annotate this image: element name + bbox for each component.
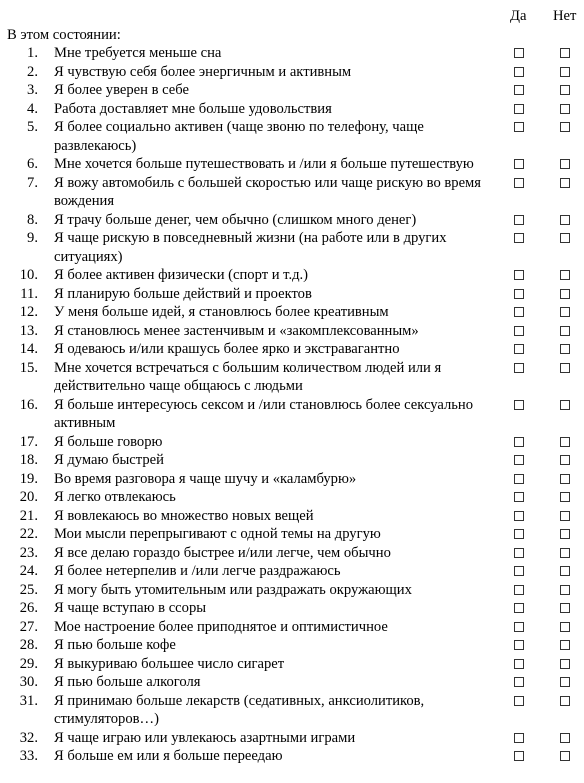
yes-checkbox[interactable] xyxy=(514,696,524,706)
no-checkbox[interactable] xyxy=(560,492,570,502)
item-number: 4. xyxy=(27,100,38,117)
questionnaire-row xyxy=(0,525,584,544)
no-checkbox[interactable] xyxy=(560,437,570,447)
item-text: Я более нетерпелив и /или легче раздражаюсь xyxy=(54,563,341,579)
no-checkbox[interactable] xyxy=(560,307,570,317)
no-checkbox[interactable] xyxy=(560,233,570,243)
questionnaire-row xyxy=(0,266,584,285)
item-number: 20. xyxy=(19,489,38,505)
item-number: 15. xyxy=(19,359,38,376)
yes-checkbox[interactable] xyxy=(514,289,524,299)
item-text: Я все делаю гораздо быстрее и/или легче, чем обычно xyxy=(54,544,391,561)
questionnaire-row xyxy=(0,747,584,766)
item-text: Я выкуриваю большее число сигарет xyxy=(54,655,285,672)
item-text: Я чаще рискую в повседневный жизни (на работе или в других ситуациях) xyxy=(54,230,447,265)
no-checkbox[interactable] xyxy=(560,659,570,669)
yes-checkbox[interactable] xyxy=(514,511,524,521)
questionnaire-row xyxy=(0,285,584,304)
yes-checkbox[interactable] xyxy=(514,85,524,95)
no-checkbox[interactable] xyxy=(560,270,570,280)
questionnaire-row xyxy=(0,303,584,322)
yes-checkbox[interactable] xyxy=(514,159,524,169)
item-text: Я более уверен в себе xyxy=(54,82,189,98)
yes-checkbox[interactable] xyxy=(514,437,524,447)
item-number: 13. xyxy=(19,322,38,339)
item-number: 27. xyxy=(19,618,38,635)
yes-checkbox[interactable] xyxy=(514,677,524,687)
item-text: Я больше говорю xyxy=(54,433,163,450)
item-text: Я чувствую себя более энергичным и активным xyxy=(54,63,352,80)
item-number: 19. xyxy=(19,470,38,487)
item-text: Мое настроение более приподнятое и оптимистичное xyxy=(54,618,388,635)
questionnaire-list xyxy=(0,44,584,766)
questionnaire-row xyxy=(0,470,584,489)
item-number: 7. xyxy=(27,174,38,191)
no-checkbox[interactable] xyxy=(560,733,570,743)
questionnaire-row xyxy=(0,636,584,655)
item-text: Я больше ем или я больше переедаю xyxy=(54,748,283,764)
no-checkbox[interactable] xyxy=(560,529,570,539)
yes-checkbox[interactable] xyxy=(514,104,524,114)
item-number: 6. xyxy=(27,156,38,172)
item-text: Я трачу больше денег, чем обычно (слишком много денег) xyxy=(54,211,417,228)
no-checkbox[interactable] xyxy=(560,603,570,613)
item-number: 26. xyxy=(19,600,38,616)
yes-checkbox[interactable] xyxy=(514,622,524,632)
no-checkbox[interactable] xyxy=(560,289,570,299)
yes-checkbox[interactable] xyxy=(514,400,524,410)
questionnaire-row xyxy=(0,433,584,452)
item-text: Во время разговора я чаще шучу и «каламбурю» xyxy=(54,470,357,487)
yes-checkbox[interactable] xyxy=(514,122,524,132)
no-checkbox[interactable] xyxy=(560,622,570,632)
item-number: 14. xyxy=(19,341,38,357)
item-number: 29. xyxy=(19,655,38,672)
questionnaire-row xyxy=(0,229,584,266)
no-checkbox[interactable] xyxy=(560,67,570,77)
item-number: 3. xyxy=(27,82,38,98)
yes-checkbox[interactable] xyxy=(514,751,524,761)
yes-checkbox[interactable] xyxy=(514,566,524,576)
item-text: Я вожу автомобиль с большей скоростью или чаще рискую во время вождения xyxy=(54,174,482,209)
no-checkbox[interactable] xyxy=(560,511,570,521)
questionnaire-row xyxy=(0,562,584,581)
questionnaire-row xyxy=(0,174,584,211)
questionnaire-row xyxy=(0,211,584,230)
no-checkbox[interactable] xyxy=(560,363,570,373)
yes-checkbox[interactable] xyxy=(514,344,524,354)
item-text: Я думаю быстрей xyxy=(54,452,164,468)
item-number: 23. xyxy=(19,544,38,561)
questionnaire-row xyxy=(0,507,584,526)
yes-checkbox[interactable] xyxy=(514,455,524,465)
questionnaire-row xyxy=(0,359,584,396)
questionnaire-row xyxy=(0,729,584,748)
questionnaire-row xyxy=(0,544,584,563)
item-number: 30. xyxy=(19,674,38,690)
yes-checkbox[interactable] xyxy=(514,326,524,336)
questionnaire-row xyxy=(0,618,584,637)
no-checkbox[interactable] xyxy=(560,474,570,484)
no-checkbox[interactable] xyxy=(560,122,570,132)
item-number: 17. xyxy=(19,433,38,450)
yes-checkbox[interactable] xyxy=(514,603,524,613)
questionnaire-row xyxy=(0,488,584,507)
questionnaire-row xyxy=(0,81,584,100)
yes-checkbox[interactable] xyxy=(514,492,524,502)
questionnaire-row xyxy=(0,63,584,82)
questionnaire-row xyxy=(0,44,584,63)
questionnaire-row xyxy=(0,155,584,174)
yes-checkbox[interactable] xyxy=(514,233,524,243)
item-number: 32. xyxy=(19,729,38,746)
item-text: Я больше интересуюсь сексом и /или становлюсь более сексуально активным xyxy=(54,396,473,431)
item-text: Мне хочется больше путешествовать и /или я больше путешествую xyxy=(54,156,474,172)
questionnaire-row xyxy=(0,118,584,155)
item-number: 10. xyxy=(19,267,38,283)
yes-checkbox[interactable] xyxy=(514,270,524,280)
yes-checkbox[interactable] xyxy=(514,585,524,595)
item-text: Я более активен физически (спорт и т.д.) xyxy=(54,267,309,283)
item-number: 5. xyxy=(27,119,38,135)
item-number: 9. xyxy=(27,230,38,246)
questionnaire-row xyxy=(0,581,584,600)
yes-checkbox[interactable] xyxy=(514,67,524,77)
item-text: Я вовлекаюсь во множество новых вещей xyxy=(54,507,314,524)
header-yes-label: Да xyxy=(510,8,527,24)
item-number: 1. xyxy=(27,45,38,61)
item-text: Я становлюсь менее застенчивым и «закомплексованным» xyxy=(54,322,419,339)
yes-checkbox[interactable] xyxy=(514,307,524,317)
item-text: Я чаще вступаю в ссоры xyxy=(54,600,207,616)
yes-checkbox[interactable] xyxy=(514,659,524,669)
questionnaire-row xyxy=(0,655,584,674)
item-text: Я более социально активен (чаще звоню по телефону, чаще развлекаюсь) xyxy=(54,119,424,154)
yes-checkbox[interactable] xyxy=(514,529,524,539)
no-checkbox[interactable] xyxy=(560,640,570,650)
item-number: 8. xyxy=(27,211,38,228)
item-number: 24. xyxy=(19,563,38,579)
yes-checkbox[interactable] xyxy=(514,640,524,650)
yes-checkbox[interactable] xyxy=(514,548,524,558)
item-text: У меня больше идей, я становлюсь более креативным xyxy=(54,304,389,320)
questionnaire-row xyxy=(0,692,584,729)
item-number: 12. xyxy=(19,304,38,320)
no-checkbox[interactable] xyxy=(560,215,570,225)
yes-checkbox[interactable] xyxy=(514,474,524,484)
item-number: 28. xyxy=(19,637,38,653)
item-text: Я пью больше алкоголя xyxy=(54,674,201,690)
questionnaire-row xyxy=(0,100,584,119)
item-text: Я могу быть утомительным или раздражать окружающих xyxy=(54,581,412,598)
item-text: Я легко отвлекаюсь xyxy=(54,489,176,505)
yes-checkbox[interactable] xyxy=(514,215,524,225)
item-text: Я планирую больше действий и проектов xyxy=(54,285,312,302)
yes-checkbox[interactable] xyxy=(514,733,524,743)
item-text: Мои мысли перепрыгивают с одной темы на другую xyxy=(54,526,381,542)
no-checkbox[interactable] xyxy=(560,455,570,465)
item-text: Я чаще играю или увлекаюсь азартными играми xyxy=(54,729,356,746)
no-checkbox[interactable] xyxy=(560,677,570,687)
questionnaire-row xyxy=(0,673,584,692)
item-number: 2. xyxy=(27,63,38,80)
no-checkbox[interactable] xyxy=(560,104,570,114)
no-checkbox[interactable] xyxy=(560,48,570,58)
no-checkbox[interactable] xyxy=(560,344,570,354)
questionnaire-row xyxy=(0,340,584,359)
yes-checkbox[interactable] xyxy=(514,363,524,373)
item-text: Я пью больше кофе xyxy=(54,637,176,653)
no-checkbox[interactable] xyxy=(560,400,570,410)
item-number: 11. xyxy=(20,285,38,302)
no-checkbox[interactable] xyxy=(560,159,570,169)
item-number: 16. xyxy=(19,396,38,413)
item-number: 22. xyxy=(19,526,38,542)
item-text: Мне требуется меньше сна xyxy=(54,45,222,61)
item-text: Я принимаю больше лекарств (седативных, анксиолитиков, стимуляторов…) xyxy=(54,692,425,727)
item-text: Мне хочется встречаться с большим количеством людей или я действительно чаще общаюсь с людьми xyxy=(54,359,442,394)
questionnaire-row xyxy=(0,451,584,470)
item-text: Работа доставляет мне больше удовольствия xyxy=(54,100,332,117)
no-checkbox[interactable] xyxy=(560,566,570,576)
header-no-label: Нет xyxy=(553,8,577,24)
questionnaire-row xyxy=(0,322,584,341)
no-checkbox[interactable] xyxy=(560,548,570,558)
no-checkbox[interactable] xyxy=(560,585,570,595)
no-checkbox[interactable] xyxy=(560,326,570,336)
no-checkbox[interactable] xyxy=(560,751,570,761)
no-checkbox[interactable] xyxy=(560,85,570,95)
item-text: Я одеваюсь и/или крашусь более ярко и экстравагантно xyxy=(54,341,400,357)
yes-checkbox[interactable] xyxy=(514,48,524,58)
item-number: 25. xyxy=(19,581,38,598)
item-number: 31. xyxy=(19,692,38,709)
intro-text: В этом состоянии: xyxy=(7,27,121,43)
item-number: 33. xyxy=(19,748,38,764)
questionnaire-row xyxy=(0,396,584,433)
no-checkbox[interactable] xyxy=(560,178,570,188)
item-number: 21. xyxy=(19,507,38,524)
no-checkbox[interactable] xyxy=(560,696,570,706)
item-number: 18. xyxy=(19,452,38,468)
questionnaire-row xyxy=(0,599,584,618)
yes-checkbox[interactable] xyxy=(514,178,524,188)
